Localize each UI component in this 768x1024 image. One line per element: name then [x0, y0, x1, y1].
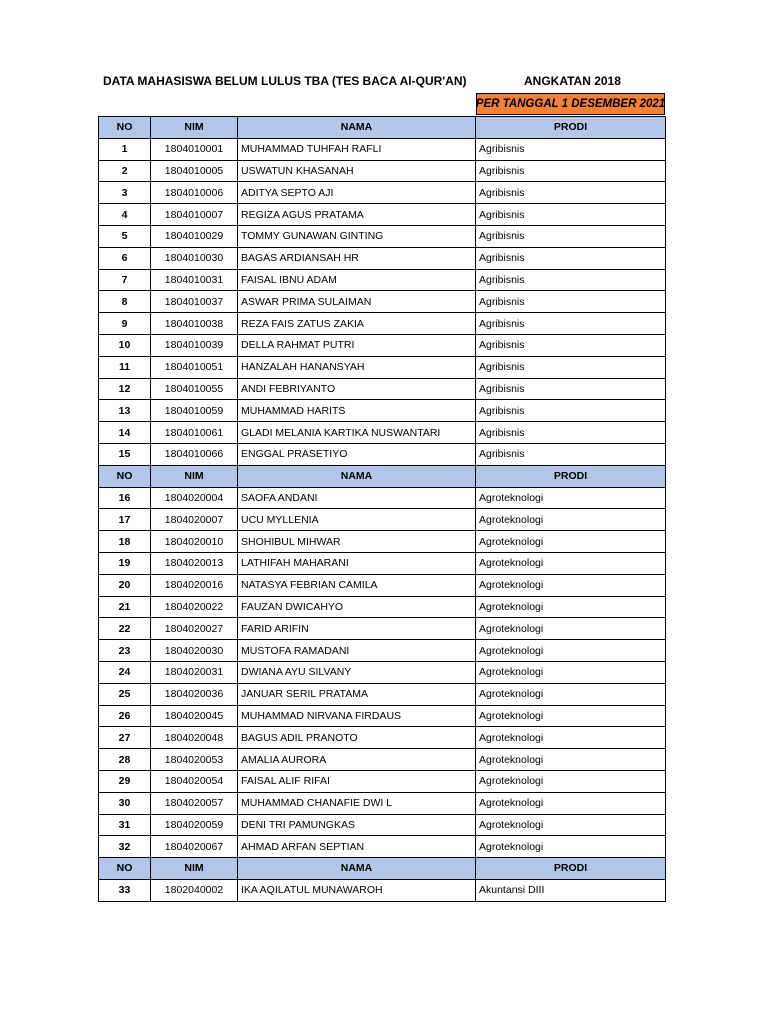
table-row — [99, 509, 666, 531]
table-row — [99, 836, 666, 858]
cell-nama: FARID ARIFIN — [238, 618, 476, 640]
cell-no: 24 — [99, 661, 151, 683]
cell-prodi: Agribisnis — [476, 291, 666, 313]
cell-no: 6 — [99, 247, 151, 269]
cell-no: 15 — [99, 443, 151, 465]
cell-prodi: Agribisnis — [476, 247, 666, 269]
cell-nama: BAGUS ADIL PRANOTO — [238, 727, 476, 749]
header-no: NO — [99, 117, 151, 139]
table-row — [99, 400, 666, 422]
cell-no: 3 — [99, 182, 151, 204]
cell-no: 32 — [99, 836, 151, 858]
cell-nama: MUHAMMAD HARITS — [238, 400, 476, 422]
cell-nama: SAOFA ANDANI — [238, 487, 476, 509]
cell-no: 19 — [99, 552, 151, 574]
cell-nama: DWIANA AYU SILVANY — [238, 661, 476, 683]
cell-nim: 1804010005 — [151, 160, 238, 182]
cell-no: 17 — [99, 509, 151, 531]
cell-nim: 1804010038 — [151, 313, 238, 335]
cell-nama: FAISAL IBNU ADAM — [238, 269, 476, 291]
cell-prodi: Agroteknologi — [476, 574, 666, 596]
cell-nama: FAISAL ALIF RIFAI — [238, 770, 476, 792]
cell-nim: 1804020036 — [151, 683, 238, 705]
cell-nama: JANUAR SERIL PRATAMA — [238, 683, 476, 705]
cell-nim: 1802040002 — [151, 879, 238, 901]
table-row — [99, 618, 666, 640]
cell-nim: 1804010051 — [151, 356, 238, 378]
cell-nama: AHMAD ARFAN SEPTIAN — [238, 836, 476, 858]
cell-nama: NATASYA FEBRIAN CAMILA — [238, 574, 476, 596]
cell-nama: ENGGAL PRASETIYO — [238, 443, 476, 465]
cell-prodi: Agroteknologi — [476, 487, 666, 509]
cell-no: 14 — [99, 422, 151, 444]
cell-nama: USWATUN KHASANAH — [238, 160, 476, 182]
cell-nim: 1804020048 — [151, 727, 238, 749]
cell-prodi: Agroteknologi — [476, 749, 666, 771]
table-row — [99, 378, 666, 400]
header-nim: NIM — [151, 465, 238, 487]
table-row — [99, 487, 666, 509]
cell-nim: 1804010059 — [151, 400, 238, 422]
document-title: DATA MAHASISWA BELUM LULUS TBA (TES BACA Al-QUR'AN) — [103, 74, 467, 88]
table-row — [99, 422, 666, 444]
cell-nama: MUSTOFA RAMADANI — [238, 640, 476, 662]
cell-nim: 1804020027 — [151, 618, 238, 640]
cell-no: 12 — [99, 378, 151, 400]
table-row — [99, 552, 666, 574]
header-nama: NAMA — [238, 117, 476, 139]
table-row — [99, 182, 666, 204]
cell-no: 2 — [99, 160, 151, 182]
table-row — [99, 705, 666, 727]
cell-no: 13 — [99, 400, 151, 422]
header-nama: NAMA — [238, 858, 476, 880]
cell-no: 16 — [99, 487, 151, 509]
cell-nama: DELLA RAHMAT PUTRI — [238, 334, 476, 356]
header-prodi: PRODI — [476, 465, 666, 487]
cell-no: 5 — [99, 225, 151, 247]
table-header-row — [99, 858, 666, 880]
cell-nama: ANDI FEBRIYANTO — [238, 378, 476, 400]
cell-nama: GLADI MELANIA KARTIKA NUSWANTARI — [238, 422, 476, 444]
cell-prodi: Agribisnis — [476, 422, 666, 444]
cell-prodi: Akuntansi DIII — [476, 879, 666, 901]
header-prodi: PRODI — [476, 858, 666, 880]
table-row — [99, 531, 666, 553]
cell-prodi: Agribisnis — [476, 400, 666, 422]
cell-prodi: Agribisnis — [476, 269, 666, 291]
cell-no: 29 — [99, 770, 151, 792]
cell-prodi: Agroteknologi — [476, 509, 666, 531]
table-row — [99, 814, 666, 836]
table-header-row — [99, 465, 666, 487]
cell-nim: 1804010030 — [151, 247, 238, 269]
cell-prodi: Agroteknologi — [476, 814, 666, 836]
cell-no: 22 — [99, 618, 151, 640]
cell-nama: ADITYA SEPTO AJI — [238, 182, 476, 204]
cell-nim: 1804020007 — [151, 509, 238, 531]
cell-no: 8 — [99, 291, 151, 313]
cell-nama: SHOHIBUL MIHWAR — [238, 531, 476, 553]
cell-prodi: Agribisnis — [476, 334, 666, 356]
cell-nim: 1804020053 — [151, 749, 238, 771]
cell-nim: 1804020067 — [151, 836, 238, 858]
table-row — [99, 269, 666, 291]
cell-no: 20 — [99, 574, 151, 596]
cell-no: 4 — [99, 204, 151, 226]
cell-no: 25 — [99, 683, 151, 705]
cell-prodi: Agribisnis — [476, 225, 666, 247]
cell-nim: 1804010001 — [151, 138, 238, 160]
cell-nama: REGIZA AGUS PRATAMA — [238, 204, 476, 226]
per-tanggal-banner: PER TANGGAL 1 DESEMBER 2021 — [476, 93, 665, 115]
header-no: NO — [99, 858, 151, 880]
cell-nim: 1804020016 — [151, 574, 238, 596]
cell-nim: 1804020004 — [151, 487, 238, 509]
cell-prodi: Agroteknologi — [476, 552, 666, 574]
cell-nim: 1804020013 — [151, 552, 238, 574]
cell-prodi: Agroteknologi — [476, 683, 666, 705]
cell-nim: 1804010037 — [151, 291, 238, 313]
cell-prodi: Agroteknologi — [476, 640, 666, 662]
cell-no: 10 — [99, 334, 151, 356]
student-table — [98, 116, 666, 902]
cell-prodi: Agroteknologi — [476, 661, 666, 683]
cell-prodi: Agroteknologi — [476, 618, 666, 640]
cell-nim: 1804010055 — [151, 378, 238, 400]
cell-no: 27 — [99, 727, 151, 749]
cell-nim: 1804020022 — [151, 596, 238, 618]
table-row — [99, 749, 666, 771]
cell-nim: 1804020059 — [151, 814, 238, 836]
cell-no: 33 — [99, 879, 151, 901]
table-row — [99, 204, 666, 226]
table-row — [99, 138, 666, 160]
table-row — [99, 225, 666, 247]
cell-nim: 1804010029 — [151, 225, 238, 247]
table-row — [99, 596, 666, 618]
cell-prodi: Agroteknologi — [476, 727, 666, 749]
cell-prodi: Agroteknologi — [476, 705, 666, 727]
table-row — [99, 356, 666, 378]
header-nim: NIM — [151, 117, 238, 139]
cell-no: 31 — [99, 814, 151, 836]
cell-no: 7 — [99, 269, 151, 291]
cell-nim: 1804010039 — [151, 334, 238, 356]
table-row — [99, 334, 666, 356]
angkatan-label: ANGKATAN 2018 — [524, 74, 621, 88]
cell-prodi: Agroteknologi — [476, 770, 666, 792]
table-row — [99, 879, 666, 901]
cell-nim: 1804020031 — [151, 661, 238, 683]
header-nim: NIM — [151, 858, 238, 880]
cell-nama: AMALIA AURORA — [238, 749, 476, 771]
cell-nama: ASWAR PRIMA SULAIMAN — [238, 291, 476, 313]
header-nama: NAMA — [238, 465, 476, 487]
cell-nim: 1804020045 — [151, 705, 238, 727]
table-row — [99, 574, 666, 596]
cell-prodi: Agribisnis — [476, 160, 666, 182]
table-row — [99, 291, 666, 313]
cell-no: 28 — [99, 749, 151, 771]
cell-nama: TOMMY GUNAWAN GINTING — [238, 225, 476, 247]
cell-nim: 1804020030 — [151, 640, 238, 662]
cell-no: 26 — [99, 705, 151, 727]
cell-nama: IKA AQILATUL MUNAWAROH — [238, 879, 476, 901]
table-row — [99, 792, 666, 814]
table-row — [99, 247, 666, 269]
table-row — [99, 640, 666, 662]
table-row — [99, 770, 666, 792]
cell-prodi: Agribisnis — [476, 138, 666, 160]
cell-nama: REZA FAIS ZATUS ZAKIA — [238, 313, 476, 335]
cell-nama: FAUZAN DWICAHYO — [238, 596, 476, 618]
cell-nama: BAGAS ARDIANSAH HR — [238, 247, 476, 269]
cell-nim: 1804020057 — [151, 792, 238, 814]
cell-prodi: Agroteknologi — [476, 792, 666, 814]
cell-nama: LATHIFAH MAHARANI — [238, 552, 476, 574]
cell-prodi: Agroteknologi — [476, 531, 666, 553]
cell-no: 23 — [99, 640, 151, 662]
cell-no: 21 — [99, 596, 151, 618]
cell-nama: HANZALAH HANANSYAH — [238, 356, 476, 378]
cell-prodi: Agribisnis — [476, 443, 666, 465]
cell-no: 11 — [99, 356, 151, 378]
table-row — [99, 160, 666, 182]
cell-no: 1 — [99, 138, 151, 160]
cell-nim: 1804010031 — [151, 269, 238, 291]
cell-prodi: Agribisnis — [476, 204, 666, 226]
cell-prodi: Agribisnis — [476, 313, 666, 335]
cell-nim: 1804020010 — [151, 531, 238, 553]
table-row — [99, 683, 666, 705]
cell-prodi: Agribisnis — [476, 356, 666, 378]
cell-prodi: Agroteknologi — [476, 836, 666, 858]
cell-nim: 1804010066 — [151, 443, 238, 465]
table-row — [99, 443, 666, 465]
table-row — [99, 727, 666, 749]
header-prodi: PRODI — [476, 117, 666, 139]
cell-nama: DENI TRI PAMUNGKAS — [238, 814, 476, 836]
table-header-row — [99, 117, 666, 139]
cell-no: 30 — [99, 792, 151, 814]
cell-nama: MUHAMMAD TUHFAH RAFLI — [238, 138, 476, 160]
table-row — [99, 661, 666, 683]
cell-prodi: Agribisnis — [476, 378, 666, 400]
cell-nim: 1804020054 — [151, 770, 238, 792]
cell-nim: 1804010006 — [151, 182, 238, 204]
cell-nama: UCU MYLLENIA — [238, 509, 476, 531]
cell-nama: MUHAMMAD CHANAFIE DWI L — [238, 792, 476, 814]
cell-nama: MUHAMMAD NIRVANA FIRDAUS — [238, 705, 476, 727]
cell-no: 18 — [99, 531, 151, 553]
table-row — [99, 313, 666, 335]
cell-no: 9 — [99, 313, 151, 335]
cell-prodi: Agroteknologi — [476, 596, 666, 618]
cell-nim: 1804010007 — [151, 204, 238, 226]
cell-nim: 1804010061 — [151, 422, 238, 444]
cell-prodi: Agribisnis — [476, 182, 666, 204]
header-no: NO — [99, 465, 151, 487]
